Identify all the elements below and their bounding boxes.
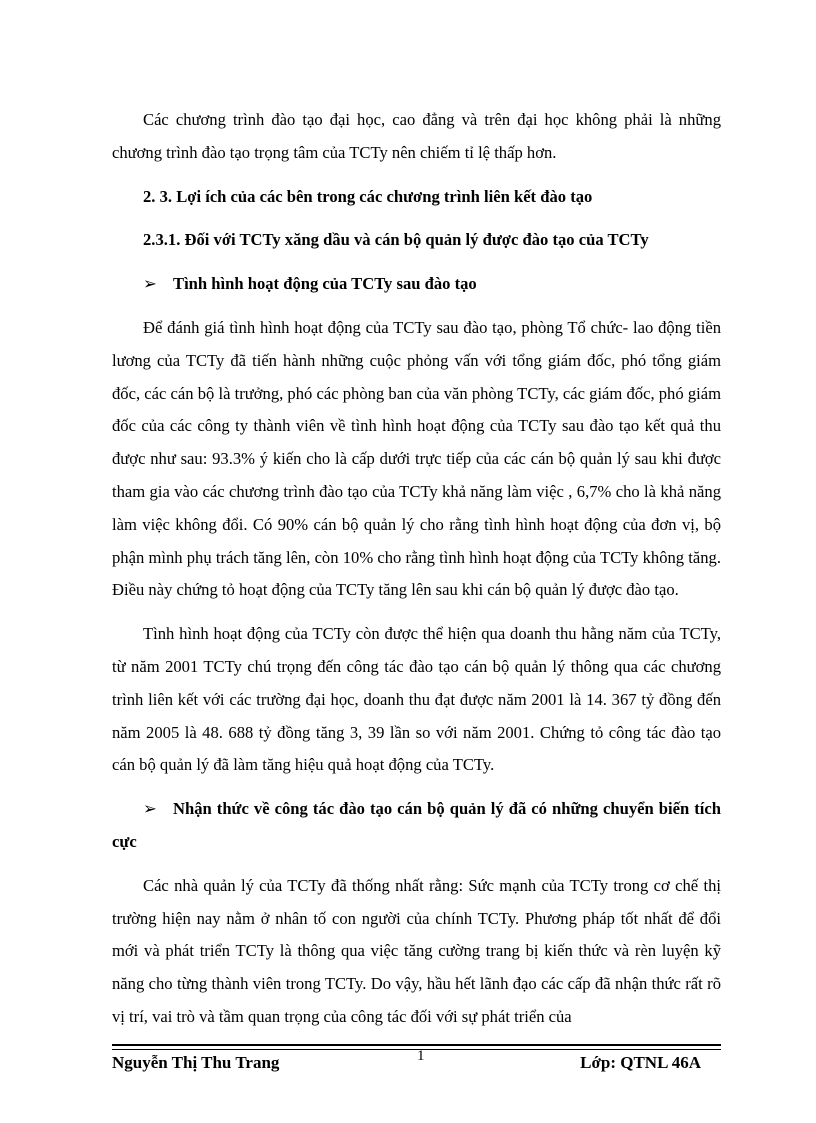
page-body [112,104,721,1034]
section-heading-2-3-1: 2.3.1. Đối với TCTy xăng dầu và cán bộ quản lý được đào tạo của TCTy [143,230,649,250]
bullet-heading-awareness [112,793,721,859]
spacer [112,782,721,793]
paragraph-managers-consensus: Các nhà quản lý của TCTy đã thống nhất rằng: Sức mạnh của TCTy trong cơ chế thị trường hiện nay nằm ở nhân tố con người của chính TCTy. Phương pháp tốt nhất để đổi mới và phát triển TCTy là thông qua việc tăng cường trang bị kiến thức và rèn luyện kỹ năng cho từng thành viên trong TCTy. Do vậy, hầu hết lãnh đạo các cấp đã nhận thức rất rõ vị trí, vai trò và tầm quan trọng của công tác đối với sự phát triển của [112,875,721,1026]
spacer [112,859,721,870]
spacer [112,301,721,312]
footer-author: Nguyễn Thị Thu Trang [112,1053,280,1072]
paragraph-evaluation-survey: Để đánh giá tình hình hoạt động của TCTy sau đào tạo, phòng Tổ chức- lao động tiền lương của TCTy đã tiến hành những cuộc phỏng vấn với tổng giám đốc, phó tổng giám đốc, các cán bộ là trưởng, phó các phòng ban của văn phòng TCTy, các giám đốc, phó giám đốc của các công ty thành viên về tình hình hoạt động của TCTy sau đào tạo kết quả thu được như sau: 93.3% ý kiến cho là cấp dưới trực tiếp của các cán bộ quản lý sau khi được tham gia vào các chương trình đào tạo của TCTy khả năng làm việc , 6,7% cho là khả năng làm việc không đổi. Có 90% cán bộ quản lý cho rằng tình hình hoạt động của đơn vị, bộ phận mình phụ trách tăng lên, còn 10% cho rằng tình hình hoạt động của TCTy không tăng. Điều này chứng tỏ hoạt động của TCTy tăng lên sau khi cán bộ quản lý được đào tạo. [112,317,721,600]
paragraph-revenue: Tình hình hoạt động của TCTy còn được thể hiện qua doanh thu hằng năm của TCTy, từ năm 2001 TCTy chú trọng đến công tác đào tạo cán bộ quản lý thông qua các chương trình liên kết với các trường đại học, doanh thu đạt được năm 2001 là 14. 367 tỷ đồng đến năm 2005 là 48. 688 tỷ đồng tăng 3, 39 lần so với năm 2001. Chứng tỏ công tác đào tạo cán bộ quản lý đã làm tăng hiệu quả hoạt động của TCTy. [112,624,721,775]
bullet-heading-activity-after-training [112,268,721,301]
footer-page-number: 1 [417,1048,425,1064]
bullet-heading-text: Nhận thức về công tác đào tạo cán bộ quản lý đã có những chuyển biến tích cực [112,799,721,851]
section-heading-2-3: 2. 3. Lợi ích của các bên trong các chương trình liên kết đào tạo [143,186,593,206]
spacer [112,607,721,618]
paragraph-training-programs: Các chương trình đào tạo đại học, cao đẳng và trên đại học không phải là những chương trình đào tạo trọng tâm của TCTy nên chiếm tỉ lệ thấp hơn. [112,110,721,162]
arrow-bullet-icon: ➢ [143,799,157,819]
spacer [112,257,721,268]
bullet-heading-text: Tình hình hoạt động của TCTy sau đào tạo [173,274,477,294]
arrow-bullet-icon: ➢ [143,274,157,294]
spacer [112,170,721,181]
spacer [112,213,721,224]
page-footer [112,1044,721,1086]
footer-class-label: Lớp: QTNL 46A [580,1053,701,1072]
